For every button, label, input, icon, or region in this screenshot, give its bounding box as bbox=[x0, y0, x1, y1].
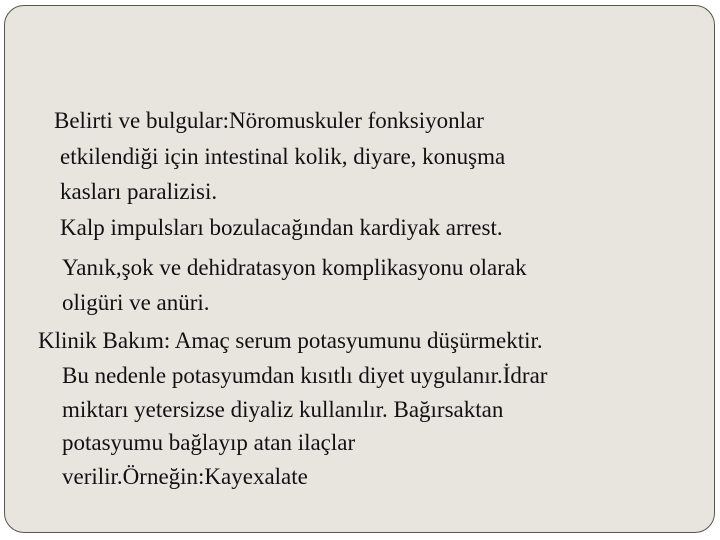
text-line: Klinik Bakım: Amaç serum potasyumunu düşürmektir. bbox=[38, 328, 543, 353]
text-line: kasları paralizisi. bbox=[60, 179, 218, 204]
text-line: verilir.Örneğin:Kayexalate bbox=[62, 464, 308, 489]
text-line: miktarı yetersizse diyaliz kullanılır. Bağırsaktan bbox=[62, 397, 504, 422]
text-line: Bu nedenle potasyumdan kısıtlı diyet uygulanır.İdrar bbox=[62, 363, 548, 388]
text-line: Belirti ve bulgular:Nöromuskuler fonksiyonlar bbox=[54, 108, 484, 133]
text-line: oligüri ve anüri. bbox=[62, 290, 210, 315]
text-line: Yanık,şok ve dehidratasyon komplikasyonu olarak bbox=[62, 255, 527, 280]
text-line: Kalp impulsları bozulacağından kardiyak arrest. bbox=[60, 215, 503, 240]
text-line: etkilendiği için intestinal kolik, diyare, konuşma bbox=[60, 144, 506, 169]
text-line: potasyumu bağlayıp atan ilaçlar bbox=[62, 430, 356, 455]
